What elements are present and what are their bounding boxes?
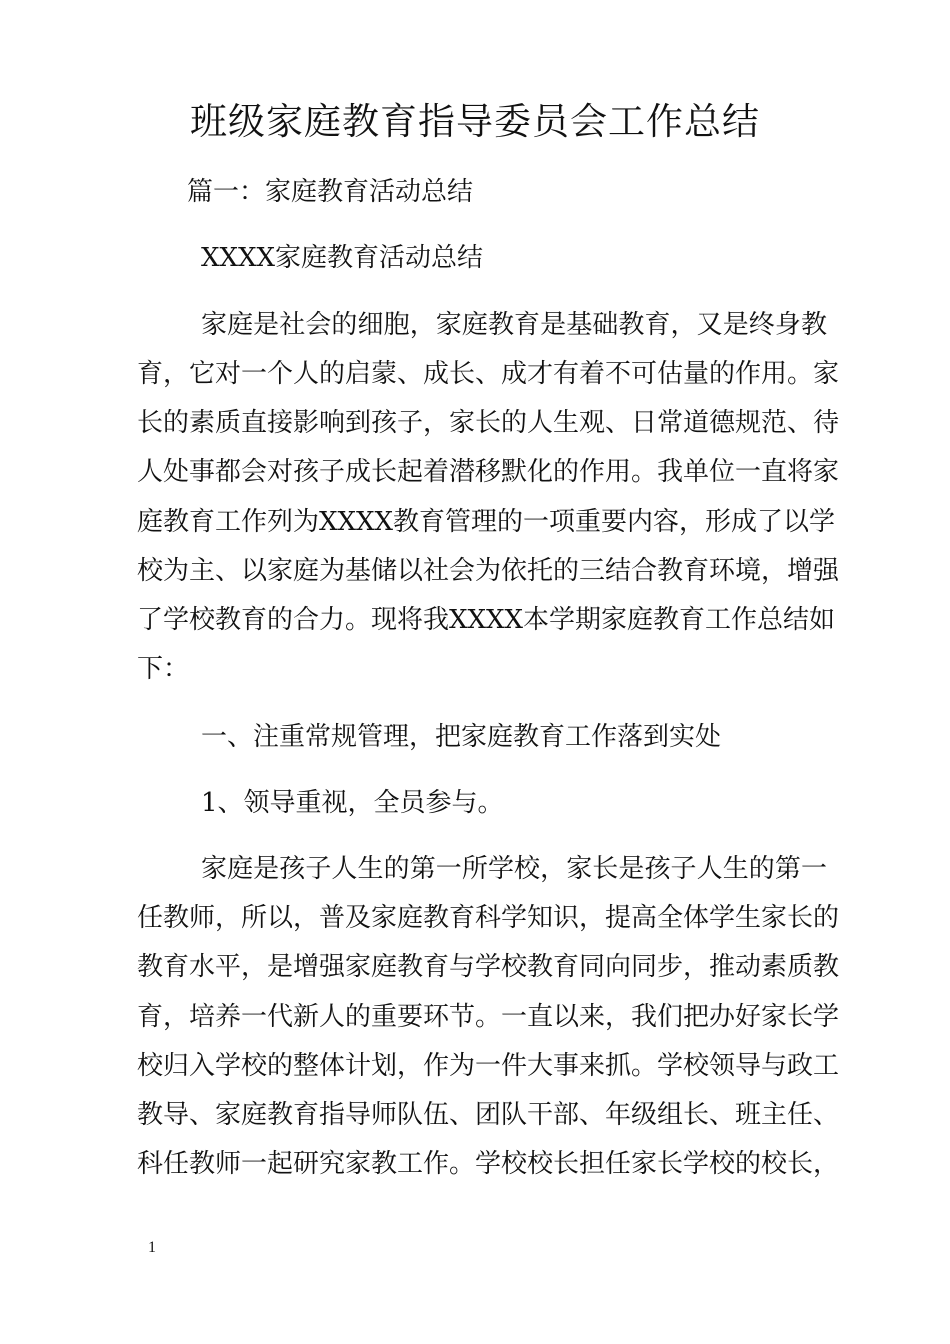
paragraph-line: 教导、家庭教育指导师队伍、团队干部、年级组长、班主任、 (137, 1100, 840, 1130)
heading-one: 一、注重常规管理，把家庭教育工作落到实处 (201, 722, 722, 752)
paragraph-line: 家庭是孩子人生的第一所学校，家长是孩子人生的第一 (201, 854, 827, 884)
sub-heading: XXXX家庭教育活动总结 (201, 243, 484, 273)
paragraph-line: 庭教育工作列为XXXX教育管理的一项重要内容，形成了以学 (137, 507, 836, 537)
paragraph-line: 育，它对一个人的启蒙、成长、成才有着不可估量的作用。家 (137, 359, 840, 389)
section-heading: 篇一：家庭教育活动总结 (187, 177, 474, 207)
paragraph-line: 长的素质直接影响到孩子，家长的人生观、日常道德规范、待 (137, 408, 840, 438)
document-title: 班级家庭教育指导委员会工作总结 (190, 100, 760, 143)
paragraph-line: 校为主、以家庭为基储以社会为依托的三结合教育环境，增强 (137, 556, 840, 586)
paragraph-line: 下： (137, 654, 190, 684)
paragraph-line: 校归入学校的整体计划，作为一件大事来抓。学校领导与政工 (137, 1051, 840, 1081)
paragraph-line: 家庭是社会的细胞，家庭教育是基础教育，又是终身教 (201, 310, 827, 340)
heading-one-sub: 1、领导重视，全员参与。 (201, 788, 504, 818)
page-number: 1 (148, 1239, 156, 1256)
paragraph-line: 育，培养一代新人的重要环节。一直以来，我们把办好家长学 (137, 1002, 840, 1032)
paragraph-line: 人处事都会对孩子成长起着潜移默化的作用。我单位一直将家 (137, 457, 840, 487)
paragraph-line: 任教师，所以，普及家庭教育科学知识，提高全体学生家长的 (137, 903, 840, 933)
paragraph-line: 教育水平，是增强家庭教育与学校教育同向同步，推动素质教 (137, 952, 840, 982)
paragraph-line: 了学校教育的合力。现将我XXXX本学期家庭教育工作总结如 (137, 605, 836, 635)
paragraph-line: 科任教师一起研究家教工作。学校校长担任家长学校的校长， (137, 1149, 840, 1179)
